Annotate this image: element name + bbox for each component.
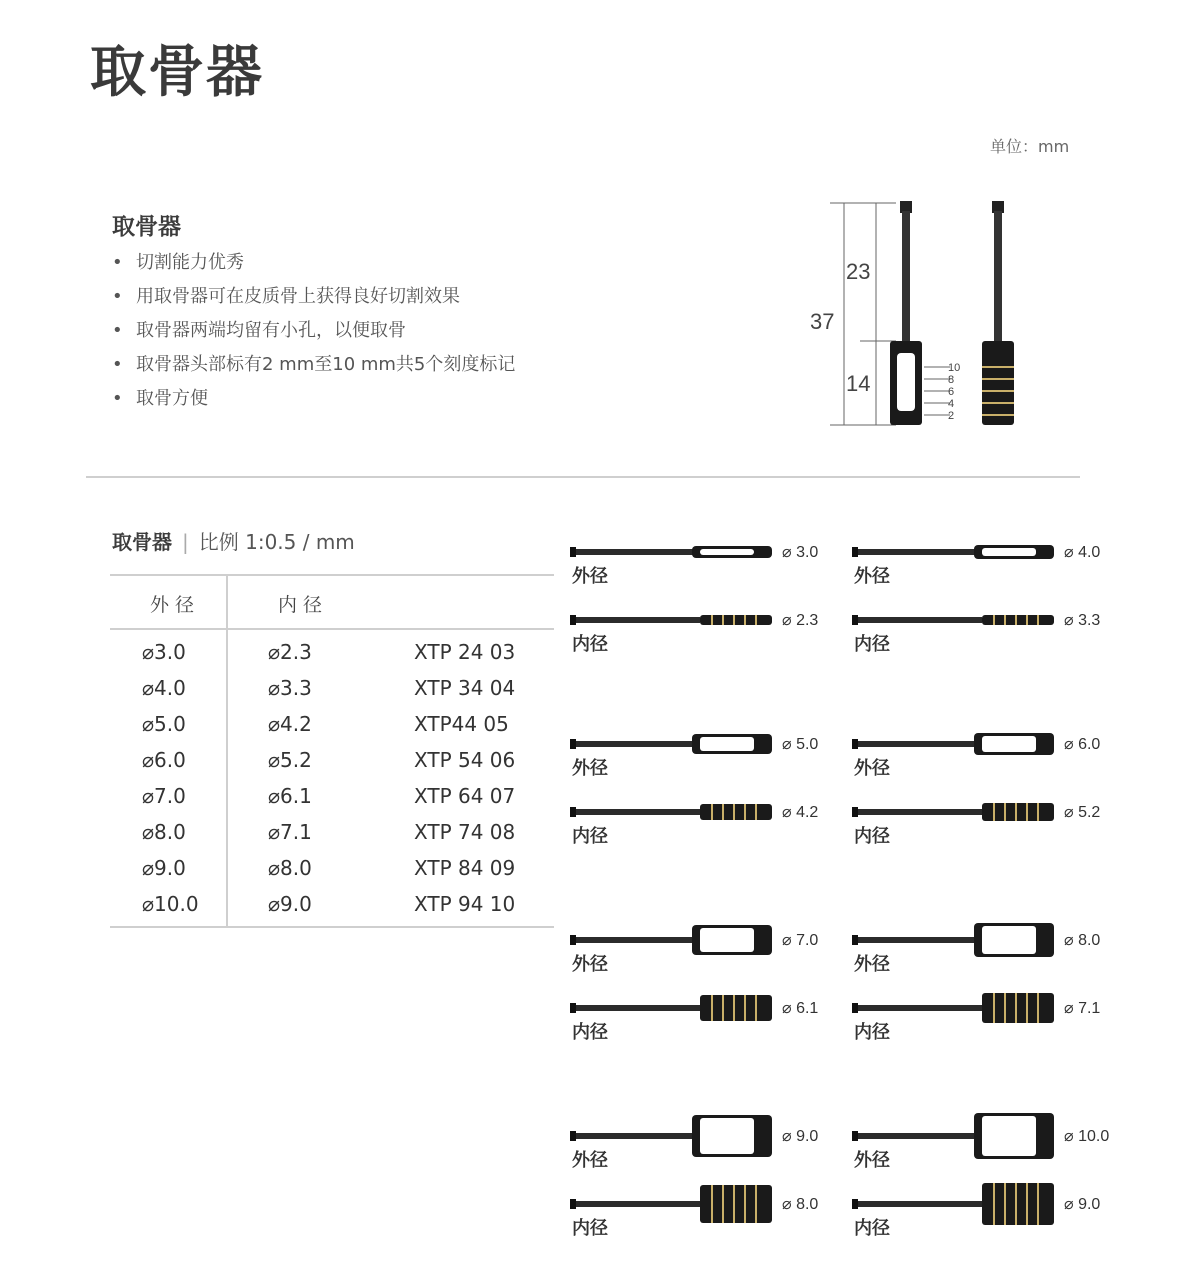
cell-code: XTP 34 04 <box>414 676 516 700</box>
outer-diameter-label: ⌀ 5.0 <box>782 736 819 753</box>
feature-item: • 取骨方便 <box>112 386 515 420</box>
outer-diameter-label: ⌀ 4.0 <box>1064 544 1101 561</box>
cell-outer: ⌀10.0 <box>142 892 199 916</box>
drill-tip <box>570 547 576 557</box>
outer-diameter-label: ⌀ 9.0 <box>782 1128 819 1145</box>
outer-label: 外径 <box>854 954 890 974</box>
inner-diameter-label: ⌀ 2.3 <box>782 612 819 629</box>
depth-mark: 2 <box>948 410 955 422</box>
drill-tip <box>570 935 576 945</box>
outer-label: 外径 <box>854 758 890 778</box>
drill-tip <box>852 1003 858 1013</box>
drill-tip <box>570 615 576 625</box>
cell-outer: ⌀5.0 <box>142 712 186 736</box>
table-row <box>110 814 554 850</box>
drill-shaft <box>852 1133 982 1139</box>
shaft-length-label: 23 <box>846 259 871 284</box>
drill-shaft <box>570 741 700 747</box>
drill-shaft <box>570 1201 700 1207</box>
table-row <box>110 634 554 670</box>
drill-shaft <box>570 937 700 943</box>
drill-tip <box>570 1003 576 1013</box>
inner-diameter-label: ⌀ 3.3 <box>1064 612 1101 629</box>
header-inner-diameter: 内 径 <box>278 594 323 616</box>
section-divider <box>86 476 1080 478</box>
table-row <box>110 706 554 742</box>
drill-tip <box>852 739 858 749</box>
outer-label: 外径 <box>572 758 608 778</box>
drill-shaft <box>570 617 700 623</box>
inner-label: 内径 <box>572 1022 608 1042</box>
feature-item: • 取骨器两端均留有小孔，以便取骨 <box>112 318 515 352</box>
drill-tip <box>852 807 858 817</box>
cell-code: XTP 24 03 <box>414 640 516 664</box>
inner-label: 内径 <box>572 634 608 654</box>
inner-diameter-label: ⌀ 9.0 <box>1064 1196 1101 1213</box>
inner-label: 内径 <box>854 634 890 654</box>
inner-label: 内径 <box>854 1022 890 1042</box>
spec-table-scale: 比例 1:0.5 / mm <box>198 530 355 554</box>
drill-tip <box>852 615 858 625</box>
inner-label: 内径 <box>572 826 608 846</box>
feature-section-title: 取骨器 <box>112 214 181 240</box>
drill-shaft <box>852 937 982 943</box>
cell-code: XTP 74 08 <box>414 820 516 844</box>
depth-mark: 10 <box>948 362 961 374</box>
drill-head-window <box>700 928 754 952</box>
drill-shaft <box>852 549 982 555</box>
drill-head-inner <box>982 615 1054 625</box>
unit-label: 单位：mm <box>990 137 1070 156</box>
depth-mark: 8 <box>948 374 955 386</box>
inner-label: 内径 <box>572 1218 608 1238</box>
drill-head-window <box>700 1118 754 1154</box>
drill-tip <box>570 1131 576 1141</box>
cell-code: XTP44 05 <box>414 712 509 736</box>
outer-label: 外径 <box>854 566 890 586</box>
feature-item: • 取骨器头部标有2 mm至10 mm共5个刻度标记 <box>112 352 515 386</box>
cell-outer: ⌀3.0 <box>142 640 186 664</box>
drill-head-window <box>700 737 754 751</box>
outer-diameter-label: ⌀ 8.0 <box>1064 932 1101 949</box>
drill-tip <box>852 935 858 945</box>
drill-head-inner <box>982 1183 1054 1225</box>
outer-label: 外径 <box>572 954 608 974</box>
drill-head-inner <box>700 615 772 625</box>
drill-head-inner <box>700 1185 772 1223</box>
drill-shaft <box>570 1005 700 1011</box>
drill-head-window <box>982 736 1036 752</box>
outer-diameter-label: ⌀ 6.0 <box>1064 736 1101 753</box>
total-length-label: 37 <box>810 309 835 334</box>
table-header <box>110 576 554 630</box>
cell-inner: ⌀6.1 <box>268 784 312 808</box>
drill-shaft <box>570 549 700 555</box>
drill-shaft <box>570 1133 700 1139</box>
heading-separator: | <box>182 530 189 554</box>
drill-shaft <box>852 617 982 623</box>
drill-head-window <box>982 926 1036 954</box>
drill-tip <box>570 807 576 817</box>
table-row <box>110 850 554 886</box>
table-row <box>110 778 554 814</box>
cell-outer: ⌀6.0 <box>142 748 186 772</box>
trephine-gallery <box>560 520 1160 1260</box>
cell-code: XTP 84 09 <box>414 856 516 880</box>
header-outer-diameter: 外 径 <box>150 594 195 616</box>
depth-mark: 4 <box>948 398 955 410</box>
drill-shaft <box>852 1201 982 1207</box>
cell-outer: ⌀9.0 <box>142 856 186 880</box>
cell-code: XTP 64 07 <box>414 784 516 808</box>
drill-head-inner <box>700 804 772 820</box>
table-row <box>110 742 554 778</box>
page-title: 取骨器 <box>90 40 264 105</box>
inner-label: 内径 <box>854 826 890 846</box>
cell-outer: ⌀7.0 <box>142 784 186 808</box>
drill-head-inner <box>982 803 1054 821</box>
drill-head-window <box>982 548 1036 556</box>
outer-label: 外径 <box>854 1150 890 1170</box>
cell-code: XTP 94 10 <box>414 892 516 916</box>
cell-inner: ⌀8.0 <box>268 856 312 880</box>
spec-table-title: 取骨器 <box>112 530 172 554</box>
cell-inner: ⌀7.1 <box>268 820 312 844</box>
drill-tip <box>570 1199 576 1209</box>
inner-diameter-label: ⌀ 6.1 <box>782 1000 819 1017</box>
outer-diameter-label: ⌀ 3.0 <box>782 544 819 561</box>
feature-list <box>112 250 515 420</box>
drill-head-window <box>982 1116 1036 1156</box>
outer-diameter-label: ⌀ 7.0 <box>782 932 819 949</box>
cell-inner: ⌀3.3 <box>268 676 312 700</box>
drill-shaft <box>852 809 982 815</box>
outer-label: 外径 <box>572 1150 608 1170</box>
drill-tip <box>852 1199 858 1209</box>
inner-diameter-label: ⌀ 7.1 <box>1064 1000 1101 1017</box>
trephine-dimension-diagram <box>800 195 1060 435</box>
drill-head-inner <box>982 993 1054 1023</box>
table-row <box>110 670 554 706</box>
drill-shaft <box>570 809 700 815</box>
drill-tip <box>570 739 576 749</box>
cell-inner: ⌀5.2 <box>268 748 312 772</box>
feature-item: • 用取骨器可在皮质骨上获得良好切割效果 <box>112 284 515 318</box>
outer-diameter-label: ⌀ 10.0 <box>1064 1128 1110 1145</box>
depth-mark: 6 <box>948 386 955 398</box>
drill-head-window <box>700 549 754 555</box>
cell-code: XTP 54 06 <box>414 748 516 772</box>
inner-diameter-label: ⌀ 4.2 <box>782 804 819 821</box>
cell-outer: ⌀4.0 <box>142 676 186 700</box>
spec-table <box>110 574 554 928</box>
head-length-label: 14 <box>846 371 871 396</box>
inner-diameter-label: ⌀ 5.2 <box>1064 804 1101 821</box>
inner-diameter-label: ⌀ 8.0 <box>782 1196 819 1213</box>
drill-shaft <box>852 741 982 747</box>
drill-shaft <box>852 1005 982 1011</box>
cell-inner: ⌀4.2 <box>268 712 312 736</box>
drill-tip <box>852 547 858 557</box>
inner-label: 内径 <box>854 1218 890 1238</box>
outer-label: 外径 <box>572 566 608 586</box>
cell-outer: ⌀8.0 <box>142 820 186 844</box>
drill-head-inner <box>700 995 772 1021</box>
feature-item: • 切割能力优秀 <box>112 250 515 284</box>
cell-inner: ⌀2.3 <box>268 640 312 664</box>
cell-inner: ⌀9.0 <box>268 892 312 916</box>
table-row <box>110 886 554 922</box>
spec-table-heading <box>112 526 355 555</box>
drill-tip <box>852 1131 858 1141</box>
